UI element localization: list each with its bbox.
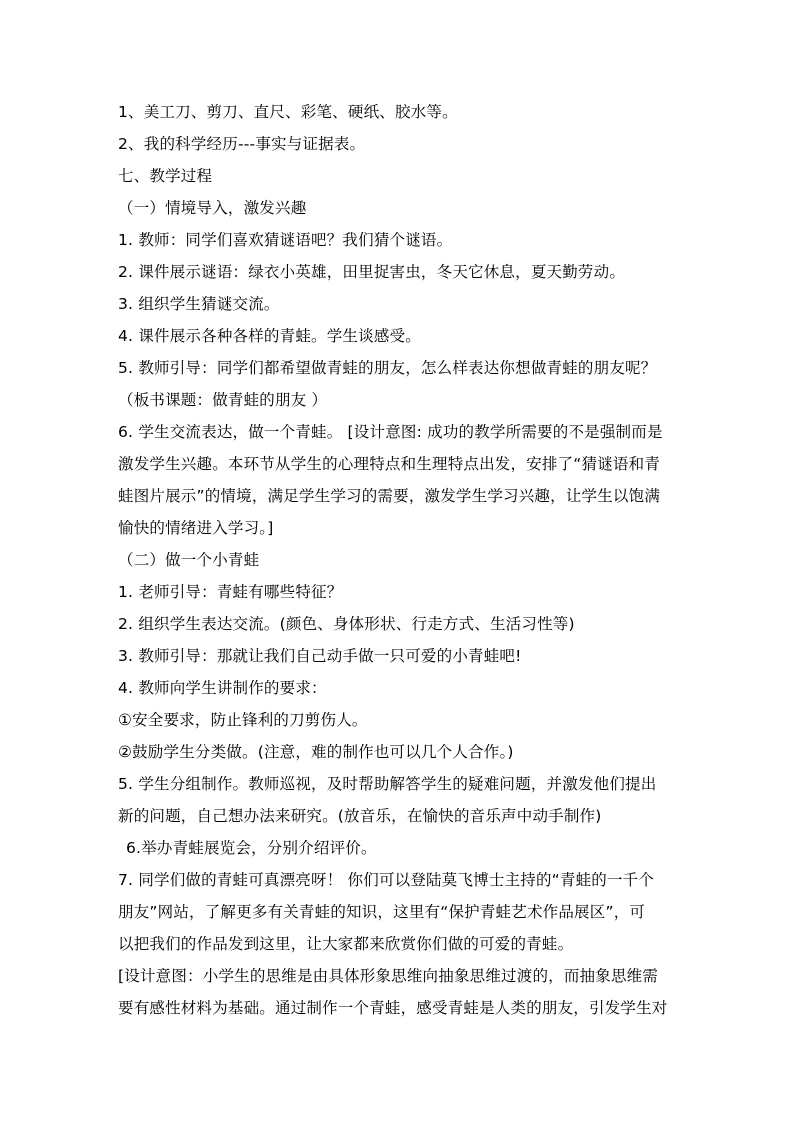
text-line: 新的问题，自己想办法来研究。(放音乐，在愉快的音乐声中动手制作) xyxy=(118,807,602,825)
text-line: [设计意图：小学生的思维是由具体形象思维向抽象思维过渡的，而抽象思维需 xyxy=(118,967,659,985)
text-line: 朋友”网站，了解更多有关青蛙的知识，这里有“保护青蛙艺术作品展区”，可 xyxy=(118,903,646,921)
text-line: （板书课题：做青蛙的朋友 ） xyxy=(118,391,328,409)
text-line: 蛙图片展示”的情境，满足学生学习的需要，激发学生学习兴趣，让学生以饱满 xyxy=(118,487,661,505)
text-line: 激发学生兴趣。本环节从学生的心理特点和生理特点出发，安排了“猜谜语和青 xyxy=(118,455,661,473)
text-line: 1、美工刀、剪刀、直尺、彩笔、硬纸、胶水等。 xyxy=(118,103,458,121)
text-line: 3. 教师引导：那就让我们自己动手做一只可爱的小青蛙吧! xyxy=(118,647,522,665)
text-line: 2. 课件展示谜语：绿衣小英雄，田里捉害虫，冬天它休息，夏天勤劳动。 xyxy=(118,263,626,281)
text-line: 4. 教师向学生讲制作的要求： xyxy=(118,679,327,697)
text-line: 要有感性材料为基础。通过制作一个青蛙，感受青蛙是人类的朋友，引发学生对 xyxy=(118,999,668,1017)
text-line: 1. 老师引导：青蛙有哪些特征？ xyxy=(118,583,343,601)
text-line: 1. 教师：同学们喜欢猜谜语吧？我们猜个谜语。 xyxy=(118,231,453,249)
text-line: 6.举办青蛙展览会，分别介绍评价。 xyxy=(126,839,377,857)
text-line: 2. 组织学生表达交流。(颜色、身体形状、行走方式、生活习性等) xyxy=(118,615,575,633)
text-line: 2、我的科学经历---事实与证据表。 xyxy=(118,135,366,153)
text-line: 3. 组织学生猜谜交流。 xyxy=(118,295,280,313)
text-line: 以把我们的作品发到这里，让大家都来欣赏你们做的可爱的青蛙。 xyxy=(118,935,574,953)
subsection-heading: （一）情境导入，激发兴趣 xyxy=(118,199,307,217)
document-body xyxy=(118,96,678,1024)
text-line: 愉快的情绪进入学习。] xyxy=(118,519,274,537)
text-line: ②鼓励学生分类做。(注意，难的制作也可以几个人合作。) xyxy=(118,743,514,761)
text-line: 6. 学生交流表达，做一个青蛙。 [设计意图: 成功的教学所需要的不是强制而是 xyxy=(118,423,663,441)
text-line: 5. 教师引导：同学们都希望做青蛙的朋友，怎么样表达你想做青蛙的朋友呢？ xyxy=(118,359,657,377)
text-line: 7. 同学们做的青蛙可真漂亮呀！ 你们可以登陆莫飞博士主持的“青蛙的一千个 xyxy=(118,871,655,889)
text-line: 4. 课件展示各种各样的青蛙。学生谈感受。 xyxy=(118,327,421,345)
section-heading: 七、教学过程 xyxy=(118,167,213,185)
text-line: ①安全要求，防止锋利的刀剪伤人。 xyxy=(118,711,368,729)
text-line: 5. 学生分组制作。教师巡视，及时帮助解答学生的疑难问题，并激发他们提出 xyxy=(118,775,657,793)
subsection-heading: （二）做一个小青蛙 xyxy=(118,551,260,569)
